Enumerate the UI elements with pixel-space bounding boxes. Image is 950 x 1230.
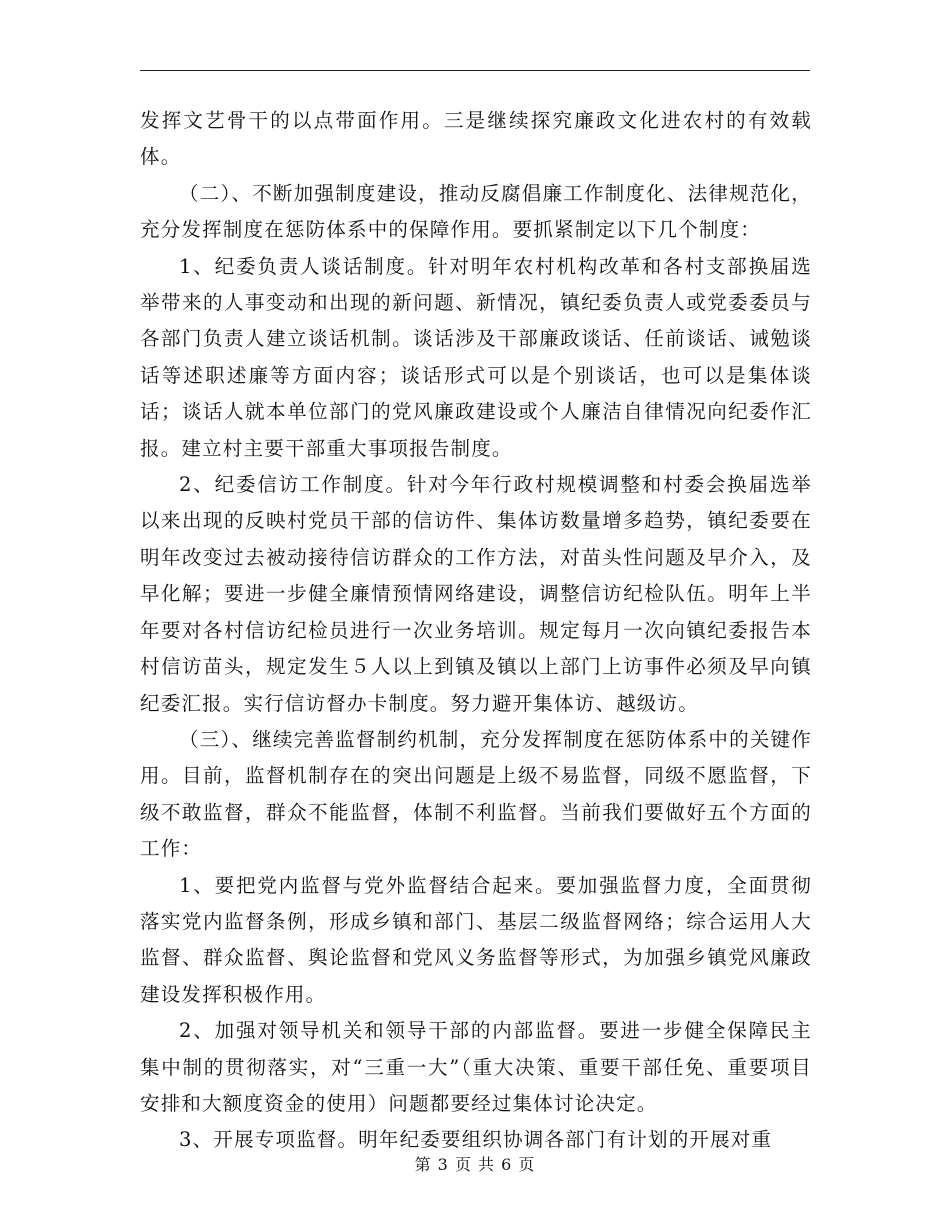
document-body bbox=[140, 103, 812, 1159]
paragraph: （三）、继续完善监督制约机制，充分发挥制度在惩防体系中的关键作用。目前，监督机制存在的突出问题是上级不易监督，同级不愿监督，下级不敢监督，群众不能监督，体制不利监督。当前我们要做好五个方面的工作： bbox=[140, 727, 812, 861]
paragraph: 3、开展专项监督。明年纪委要组织协调各部门有计划的开展对重 bbox=[179, 1128, 773, 1152]
paragraph: 2、纪委信访工作制度。针对今年行政村规模调整和村委会换届选举以来出现的反映村党员干部的信访件、集体访数量增多趋势，镇纪委要在明年改变过去被动接待信访群众的工作方法，对苗头性问题及早介入，及早化解；要进一步健全廉情预情网络建设，调整信访纪检队伍。明年上半年要对各村信访纪检员进行一次业务培训。规定每月一次向镇纪委报告本村信访苗头，规定发生５人以上到镇及镇以上部门上访事件必须及早向镇纪委汇报。实行信访督办卡制度。努力避开集体访、越级访。 bbox=[140, 473, 812, 715]
header-rule bbox=[140, 70, 810, 71]
paragraph: 2、加强对领导机关和领导干部的内部监督。要进一步健全保障民主集中制的贯彻落实，对“三重一大”（重大决策、重要干部任免、重要项目安排和大额度资金的使用）问题都要经过集体讨论决定。 bbox=[140, 1019, 812, 1115]
paragraph: 1、纪委负责人谈话制度。针对明年农村机构改革和各村支部换届选举带来的人事变动和出现的新问题、新情况，镇纪委负责人或党委委员与各部门负责人建立谈话机制。谈话涉及干部廉政谈话、任前谈话、诫勉谈话等述职述廉等方面内容；谈话形式可以是个别谈话，也可以是集体谈话；谈话人就本单位部门的党风廉政建设或个人廉洁自律情况向纪委作汇报。建立村主要干部重大事项报告制度。 bbox=[140, 254, 812, 460]
paragraph: （二）、不断加强制度建设，推动反腐倡廉工作制度化、法律规范化，充分发挥制度在惩防体系中的保障作用。要抓紧制定以下几个制度： bbox=[140, 181, 812, 242]
paragraph: 1、要把党内监督与党外监督结合起来。要加强监督力度，全面贯彻落实党内监督条例，形成乡镇和部门、基层二级监督网络；综合运用人大监督、群众监督、舆论监督和党风义务监督等形式，为加强乡镇党风廉政建设发挥积极作用。 bbox=[140, 873, 812, 1006]
page-footer bbox=[0, 1152, 950, 1175]
paragraph: 发挥文艺骨干的以点带面作用。三是继续探究廉政文化进农村的有效载体。 bbox=[140, 109, 812, 169]
page-number-label: 第 3 页 共 6 页 bbox=[414, 1155, 536, 1174]
